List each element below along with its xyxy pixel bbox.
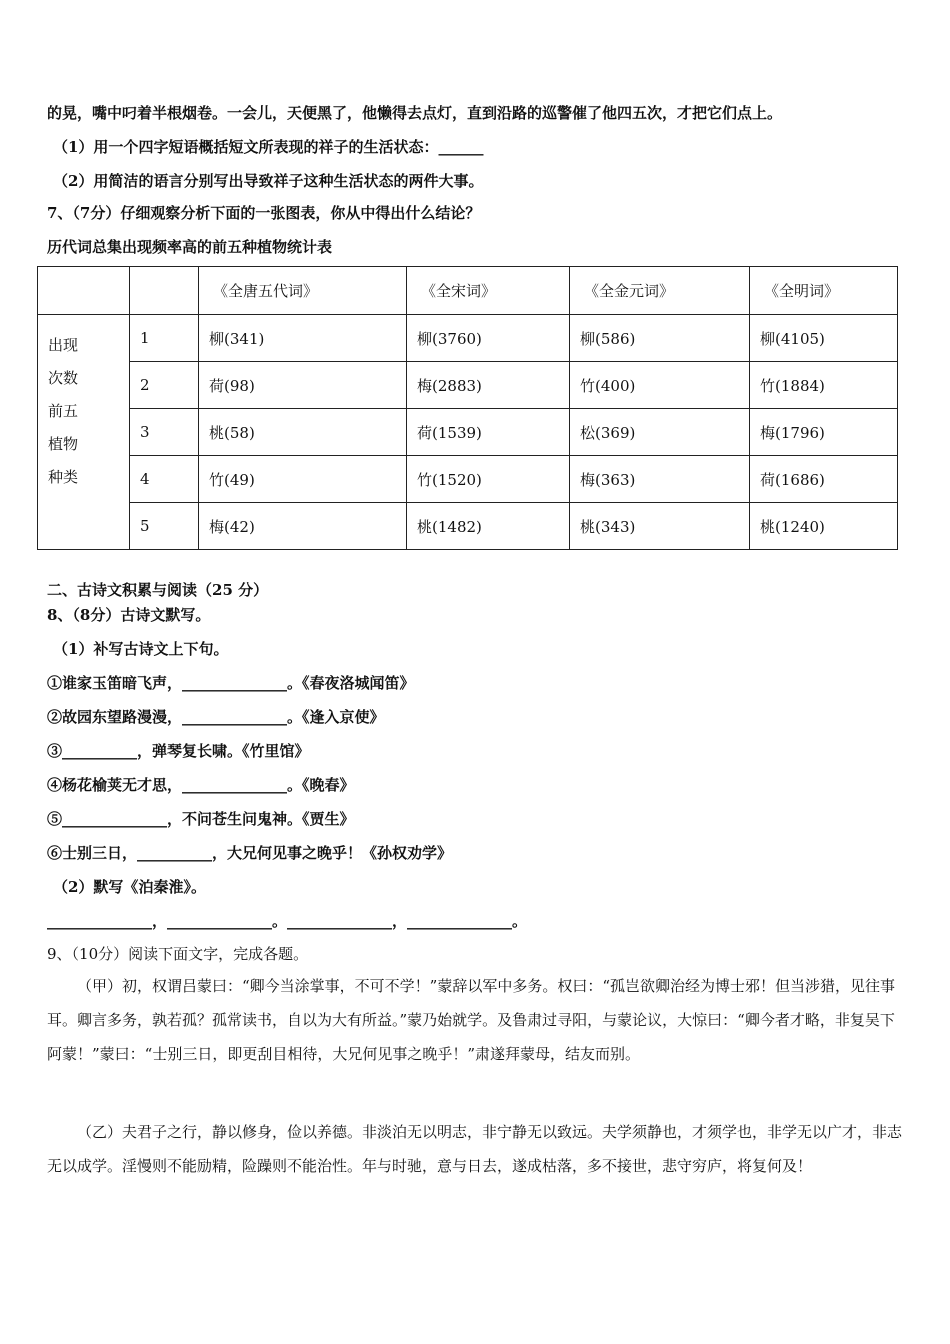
header-cell-song: 《全宋词》 [407, 267, 570, 315]
header-cell-empty [38, 267, 130, 315]
table-cell: 松(369) [570, 409, 750, 456]
question-8-1: （1）补写古诗文上下句。 [53, 640, 229, 658]
poem-line: ②故园东望路漫漫，______________。《逢入京使》 [47, 708, 385, 726]
table-title: 历代词总集出现频率高的前五种植物统计表 [47, 238, 333, 256]
table-cell: 柳(586) [570, 315, 750, 362]
table-cell: 梅(1796) [750, 409, 898, 456]
table-cell: 荷(1686) [750, 456, 898, 503]
section-2-heading: 二、古诗文积累与阅读（25 分） [47, 581, 269, 599]
question-8: 8、（8分）古诗文默写。 [47, 606, 211, 624]
rank-cell: 2 [130, 362, 199, 409]
table-cell: 柳(3760) [407, 315, 570, 362]
table-cell: 竹(400) [570, 362, 750, 409]
header-cell-tang: 《全唐五代词》 [199, 267, 407, 315]
header-cell-ming: 《全明词》 [750, 267, 898, 315]
table-cell: 竹(49) [199, 456, 407, 503]
table-cell: 桃(343) [570, 503, 750, 550]
table-cell: 梅(42) [199, 503, 407, 550]
poem-line: ④杨花榆荚无才思，______________。《晚春》 [47, 776, 355, 794]
table-cell: 竹(1884) [750, 362, 898, 409]
table-cell: 梅(363) [570, 456, 750, 503]
table-cell: 柳(341) [199, 315, 407, 362]
table-cell: 桃(1482) [407, 503, 570, 550]
table-cell: 柳(4105) [750, 315, 898, 362]
table-row [38, 503, 898, 550]
question-7: 7、（7分）仔细观察分析下面的一张图表，你从中得出什么结论？ [47, 204, 481, 222]
plant-stats-table [37, 266, 898, 550]
header-cell-rank [130, 267, 199, 315]
passage-jia [47, 969, 907, 1071]
question-8-2: （2）默写《泊秦淮》。 [53, 878, 206, 896]
poem-line: ⑥士别三日，__________，大兄何见事之晚乎！《孙权劝学》 [47, 844, 453, 862]
table-row [38, 362, 898, 409]
passage-jia-text: （甲）初，权谓吕蒙曰：“卿今当涂掌事，不可不学！”蒙辞以军中多务。权曰：“孤岂欲卿治经为博士邪！但当涉猎，见往事耳。卿言多务，孰若孤？孤常读书，自以为大有所益。”蒙乃始就学。及鲁肃过寻阳，与蒙论议，大惊曰：“卿今者才略，非复吴下阿蒙！”蒙曰：“士别三日，即更刮目相待，大兄何见事之晚乎！”肃遂拜蒙母，结友而别。 [47, 977, 896, 1063]
rank-cell: 4 [130, 456, 199, 503]
rank-cell: 5 [130, 503, 199, 550]
question-6-2: （2）用简洁的语言分别写出导致祥子这种生活状态的两件大事。 [53, 172, 484, 190]
poem-line: ⑤______________，不问苍生问鬼神。《贾生》 [47, 810, 355, 828]
table-row [38, 456, 898, 503]
table-cell: 桃(1240) [750, 503, 898, 550]
question-9: 9、（10分）阅读下面文字，完成各题。 [47, 945, 309, 963]
answer-blanks: ______________，______________。______________，______________。 [47, 912, 528, 930]
poem-line: ③__________，弹琴复长啸。《竹里馆》 [47, 742, 310, 760]
intro-line: 的晃，嘴中叼着半根烟卷。一会儿，天便黑了，他懒得去点灯，直到沿路的巡警催了他四五次，才把它们点上。 [47, 104, 783, 122]
table-cell: 竹(1520) [407, 456, 570, 503]
passage-yi-text: （乙）夫君子之行，静以修身，俭以养德。非淡泊无以明志，非宁静无以致远。夫学须静也，才须学也，非学无以广才，非志无以成学。淫慢则不能励精，险躁则不能治性。年与时驰，意与日去，遂成枯落，多不接世，悲守穷庐，将复何及！ [47, 1123, 903, 1175]
table-row [38, 409, 898, 456]
passage-yi [47, 1115, 907, 1183]
table-cell: 桃(58) [199, 409, 407, 456]
poem-line: ①谁家玉笛暗飞声，______________。《春夜洛城闻笛》 [47, 674, 415, 692]
row-label [38, 315, 130, 550]
header-cell-jinyuan: 《全金元词》 [570, 267, 750, 315]
row-label-text: 出现 次数 前五 植物 种类 [48, 336, 79, 486]
table-cell: 梅(2883) [407, 362, 570, 409]
table-header-row [38, 267, 898, 315]
table-cell: 荷(1539) [407, 409, 570, 456]
question-6-1: （1）用一个四字短语概括短文所表现的祥子的生活状态：______ [53, 138, 484, 156]
rank-cell: 1 [130, 315, 199, 362]
table-cell: 荷(98) [199, 362, 407, 409]
table-row [38, 315, 898, 362]
rank-cell: 3 [130, 409, 199, 456]
